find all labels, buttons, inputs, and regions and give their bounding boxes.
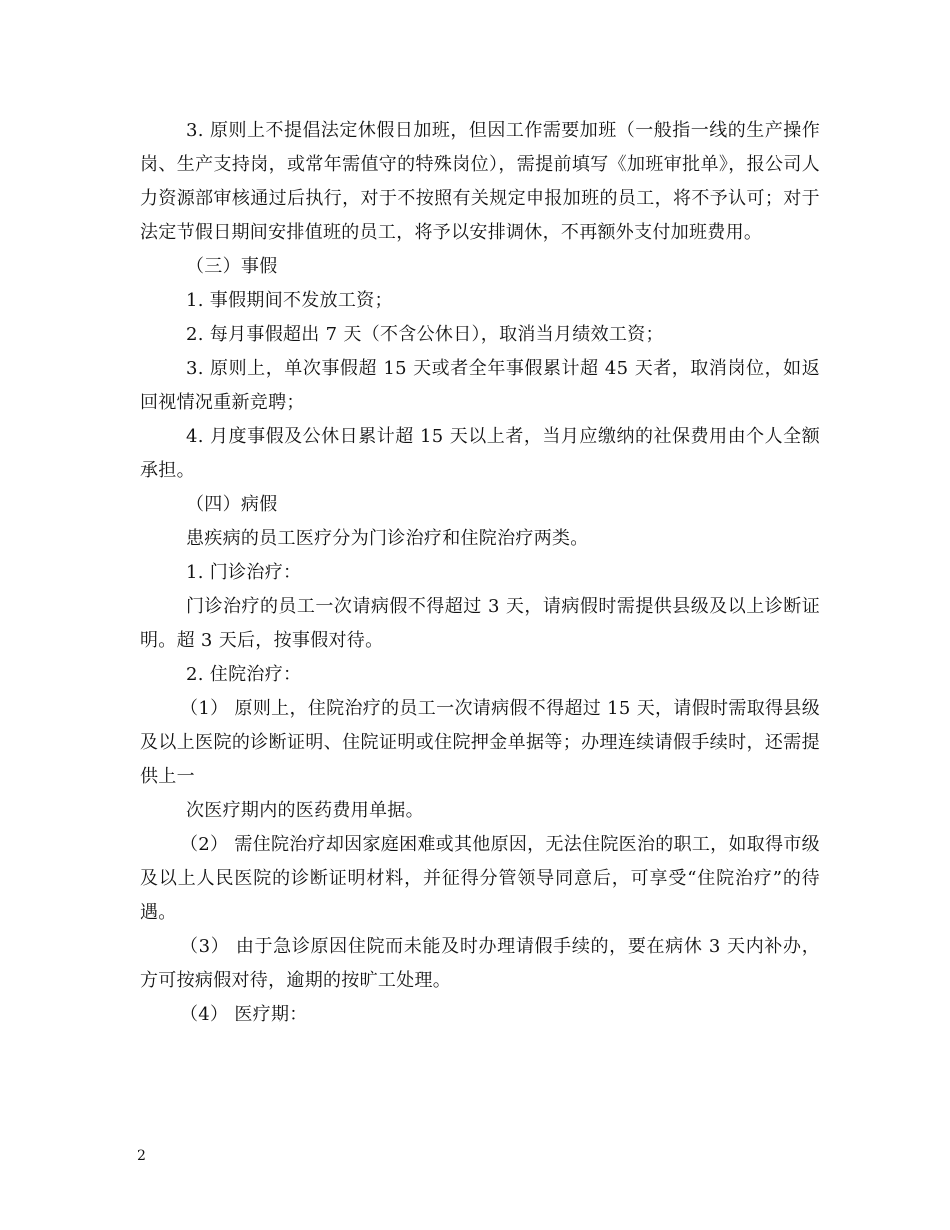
page-number: 2 [137,1148,146,1164]
paragraph-inpatient-1-cont: 次医疗期内的医药费用单据。 [186,800,424,821]
heading-personal-leave: （三）事假 [186,256,278,277]
document-body [140,114,820,1032]
paragraph-inpatient-1: （1） 原则上，住院治疗的员工一次请病假不得超过 15 天，请假时需取得县级及以上医院的诊断证明、住院证明或住院押金单据等；办理连续请假手续时，还需提供上一 [140,698,820,787]
paragraph-personal-leave-4: 4. 月度事假及公休日累计超 15 天以上者，当月应缴纳的社保费用由个人全额承担。 [140,426,820,481]
heading-medical-period: （4） 医疗期： [180,1004,308,1025]
heading-outpatient: 1. 门诊治疗： [186,562,302,583]
paragraph-personal-leave-2: 2. 每月事假超出 7 天（不含公休日），取消当月绩效工资； [186,324,664,345]
paragraph-inpatient-3: （3） 由于急诊原因住院而未能及时办理请假手续的，要在病休 3 天内补办，方可按病假对待，逾期的按旷工处理。 [140,936,820,991]
heading-sick-leave: （四）病假 [186,494,278,515]
paragraph-personal-leave-1: 1. 事假期间不发放工资； [186,290,393,311]
paragraph-inpatient-2: （2） 需住院治疗却因家庭困难或其他原因，无法住院医治的职工，如取得市级及以上人民医院的诊断证明材料，并征得分管领导同意后，可享受“住院治疗”的待遇。 [140,834,820,923]
paragraph-overtime-rule: 3. 原则上不提倡法定休假日加班，但因工作需要加班（一般指一线的生产操作岗、生产支持岗，或常年需值守的特殊岗位），需提前填写《加班审批单》，报公司人力资源部审核通过后执行，对于不按照有关规定申报加班的员工，将不予认可；对于法定节假日期间安排值班的员工，将予以安排调休，不再额外支付加班费用。 [140,120,820,243]
paragraph-sick-leave-intro: 患疾病的员工医疗分为门诊治疗和住院治疗两类。 [186,528,589,549]
paragraph-outpatient: 门诊治疗的员工一次请病假不得超过 3 天，请病假时需提供县级及以上诊断证明。超 3 天后，按事假对待。 [140,596,820,651]
paragraph-personal-leave-3: 3. 原则上，单次事假超 15 天或者全年事假累计超 45 天者，取消岗位，如返回视情况重新竞聘； [140,358,820,413]
heading-inpatient: 2. 住院治疗： [186,664,302,685]
